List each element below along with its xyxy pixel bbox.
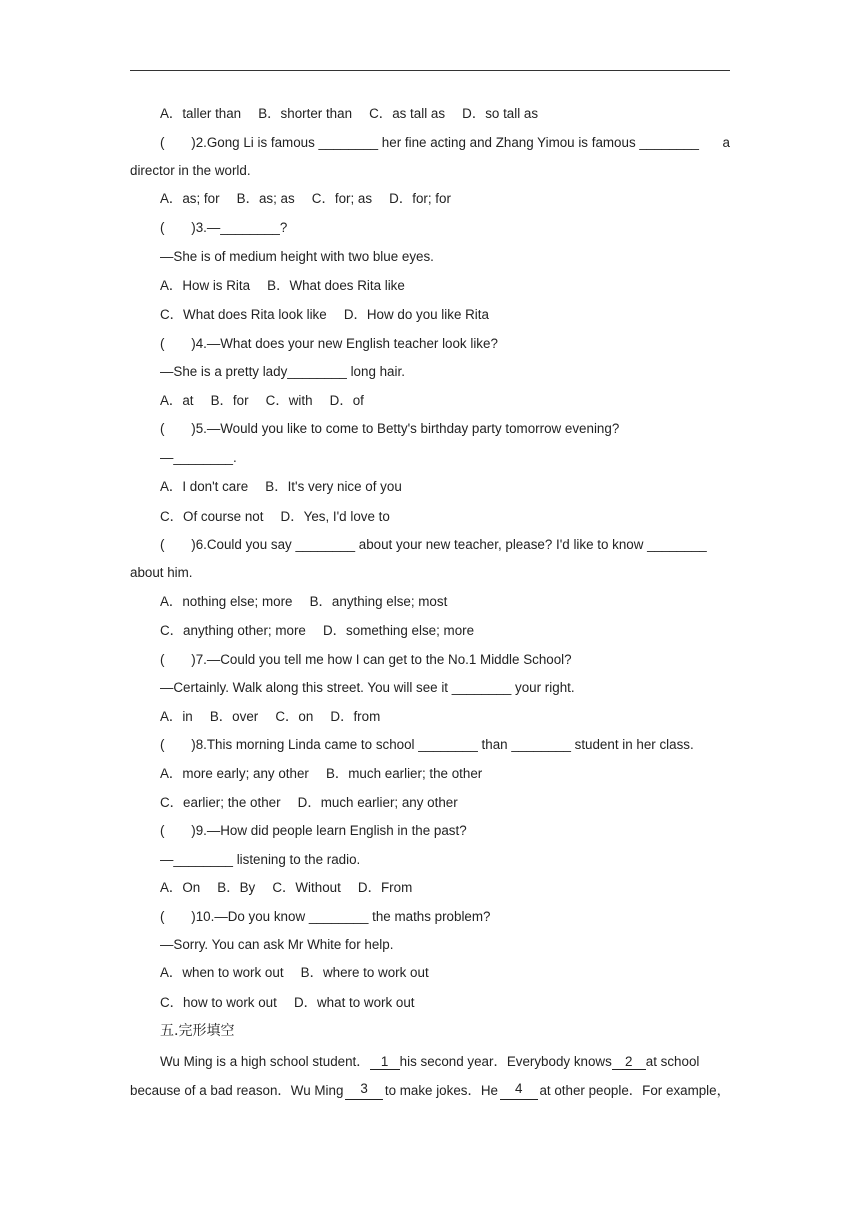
section-heading: 五.完形填空 [160,1023,235,1039]
header-rule [130,70,730,71]
q4-answer: —She is a pretty lady________ long hair. [160,364,405,379]
q10-stem: ( )10.—Do you know ________ the maths problem? [160,909,491,924]
q8-stem: ( )8.This morning Linda came to school ________ than ________ student in her class. [160,737,694,752]
q6-stem-line1: ( )6.Could you say ________ about your new teacher, please? I'd like to know ________ [160,537,707,552]
q7-options: A．in B．over C．on D．from [160,709,381,724]
passage-text: because of a bad reason．Wu Ming [130,1083,344,1098]
blank-4: 4 [500,1082,538,1100]
q2-stem-text: ( )2.Gong Li is famous ________ her fine acting and Zhang Yimou is famous ________ [160,135,699,150]
q3-stem: ( )3.—________? [160,220,288,235]
q10-options-cd: C．how to work out D．what to work out [160,995,415,1010]
q4-options: A．at B．for C．with D．of [160,393,364,408]
q10-options-ab: A．when to work out B．where to work out [160,965,429,980]
q5-options-ab: A．I don't care B．It's very nice of you [160,479,402,494]
q9-options: A．On B．By C．Without D．From [160,880,413,895]
q3-answer: —She is of medium height with two blue eyes. [160,249,434,264]
q1-options: A．taller than B．shorter than C．as tall as D．so tall as [160,106,539,121]
q10-answer: —Sorry. You can ask Mr White for help. [160,937,394,952]
q2-stem-line1 [160,134,730,152]
passage-text: to make jokes．He [384,1083,498,1098]
q9-answer: —________ listening to the radio. [160,852,361,867]
q5-options-cd: C．Of course not D．Yes, I'd love to [160,509,390,524]
q2-options: A．as; for B．as; as C．for; as D．for; for [160,191,451,206]
q3-options-ab: A．How is Rita B．What does Rita like [160,278,405,293]
passage-text: at school [645,1054,700,1069]
q2-stem-end: a [722,135,730,150]
q5-stem: ( )5.—Would you like to come to Betty's birthday party tomorrow evening? [160,421,620,436]
passage-text: at other people．For example， [539,1083,730,1098]
passage-line1 [160,1053,730,1071]
q8-options-ab: A．more early; any other B．much earlier; the other [160,766,483,781]
blank-1: 1 [370,1055,400,1070]
blank-2: 2 [612,1055,646,1070]
q5-answer: —________. [160,450,237,465]
q4-stem: ( )4.—What does your new English teacher look like? [160,336,498,351]
q6-stem-line2: about him. [130,565,193,580]
passage-text: Wu Ming is a high school student． [160,1054,370,1069]
q8-options-cd: C．earlier; the other D．much earlier; any other [160,795,458,810]
q2-stem-line2: director in the world. [130,163,251,178]
q6-options-ab: A．nothing else; more B．anything else; most [160,594,448,609]
q7-answer: —Certainly. Walk along this street. You will see it ________ your right. [160,680,575,695]
passage-line1-text [160,1053,699,1071]
q9-stem: ( )9.—How did people learn English in the past? [160,823,467,838]
blank-3: 3 [345,1082,383,1100]
passage-line2 [130,1082,730,1100]
q7-stem: ( )7.—Could you tell me how I can get to the No.1 Middle School? [160,652,572,667]
q6-options-cd: C．anything other; more D．something else; more [160,623,475,638]
q3-options-cd: C．What does Rita look like D．How do you like Rita [160,307,489,322]
passage-text: his second year．Everybody knows [399,1054,612,1069]
